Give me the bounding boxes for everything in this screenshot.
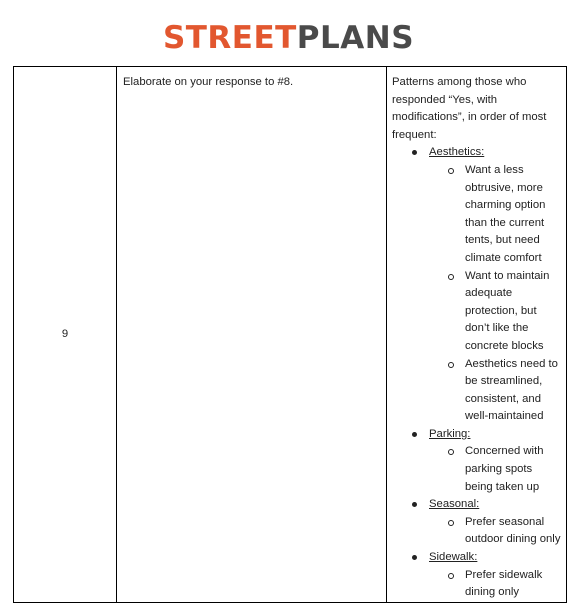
list-item: Prefer sidewalk dining only [447, 567, 562, 602]
topic-item-parking [411, 426, 562, 496]
list-item: Prefer seasonal outdoor dining only [447, 514, 562, 549]
question-number-cell [14, 67, 117, 603]
logo-street-text: STREET [162, 20, 297, 56]
topic-label: Aesthetics: [429, 146, 485, 159]
point-list [429, 567, 562, 602]
point-list [429, 514, 562, 549]
topic-item-seasonal [411, 496, 562, 549]
question-cell [117, 67, 387, 603]
streetplans-logo [0, 19, 577, 57]
point-list [429, 162, 562, 426]
table-row [14, 67, 567, 603]
point-list [429, 443, 562, 496]
answer-intro: Patterns among those who responded “Yes, with modifications”, in order of most frequent: [392, 76, 547, 141]
topic-item-sidewalk [411, 549, 562, 602]
question-text: Elaborate on your response to #8. [123, 76, 294, 88]
topic-label: Sidewalk: [429, 551, 478, 564]
list-item: Want to maintain adequate protection, but don’t like the concrete blocks [447, 268, 562, 356]
list-item: Aesthetics need to be streamlined, consistent, and well-maintained [447, 356, 562, 426]
topic-item-aesthetics [411, 144, 562, 426]
topic-label: Parking: [429, 427, 471, 440]
question-number: 9 [61, 327, 69, 340]
list-item: Want a less obtrusive, more charming option than the current tents, but need climate comfort [447, 162, 562, 268]
topic-label: Seasonal: [429, 498, 480, 511]
topic-list [392, 144, 562, 601]
response-table [13, 66, 567, 603]
answer-cell [387, 67, 567, 603]
list-item: Concerned with parking spots being taken up [447, 443, 562, 496]
logo-plans-text: PLANS [296, 20, 415, 56]
